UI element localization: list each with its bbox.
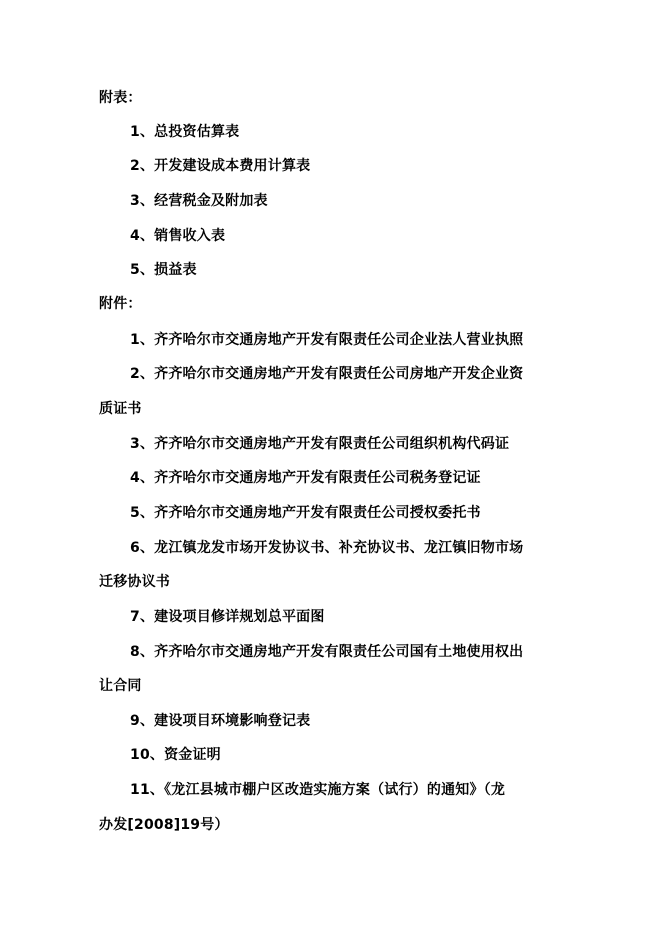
appendix-table-item-5: 5、损益表 (130, 262, 197, 278)
attachment-item-1: 1、齐齐哈尔市交通房地产开发有限责任公司企业法人营业执照 (130, 332, 524, 348)
attachment-item-6-continuation: 迁移协议书 (99, 574, 170, 590)
attachment-item-2-continuation: 质证书 (99, 401, 142, 417)
attachment-item-3: 3、齐齐哈尔市交通房地产开发有限责任公司组织机构代码证 (130, 436, 510, 452)
attachment-item-4: 4、齐齐哈尔市交通房地产开发有限责任公司税务登记证 (130, 470, 481, 486)
attachment-item-8: 8、齐齐哈尔市交通房地产开发有限责任公司国有土地使用权出 (130, 644, 524, 660)
attachment-item-5: 5、齐齐哈尔市交通房地产开发有限责任公司授权委托书 (130, 505, 481, 521)
appendix-table-item-4: 4、销售收入表 (130, 228, 226, 244)
appendix-table-item-2: 2、开发建设成本费用计算表 (130, 158, 311, 174)
attachment-item-8-continuation: 让合同 (99, 678, 142, 694)
appendix-table-item-1: 1、总投资估算表 (130, 124, 240, 140)
appendix-tables-heading: 附表： (99, 90, 142, 106)
attachment-item-7: 7、建设项目修详规划总平面图 (130, 609, 325, 625)
attachment-item-10: 10、资金证明 (130, 747, 221, 763)
attachment-item-11-continuation: 办发[2008]19号） (99, 817, 229, 833)
attachment-item-6: 6、龙江镇龙发市场开发协议书、补充协议书、龙江镇旧物市场 (130, 540, 524, 556)
attachments-heading: 附件： (99, 296, 142, 312)
attachment-item-2: 2、齐齐哈尔市交通房地产开发有限责任公司房地产开发企业资 (130, 366, 524, 382)
attachment-item-11: 11、《龙江县城市棚户区改造实施方案（试行）的通知》（龙 (130, 782, 506, 798)
attachment-item-9: 9、建设项目环境影响登记表 (130, 713, 311, 729)
appendix-table-item-3: 3、经营税金及附加表 (130, 193, 268, 209)
